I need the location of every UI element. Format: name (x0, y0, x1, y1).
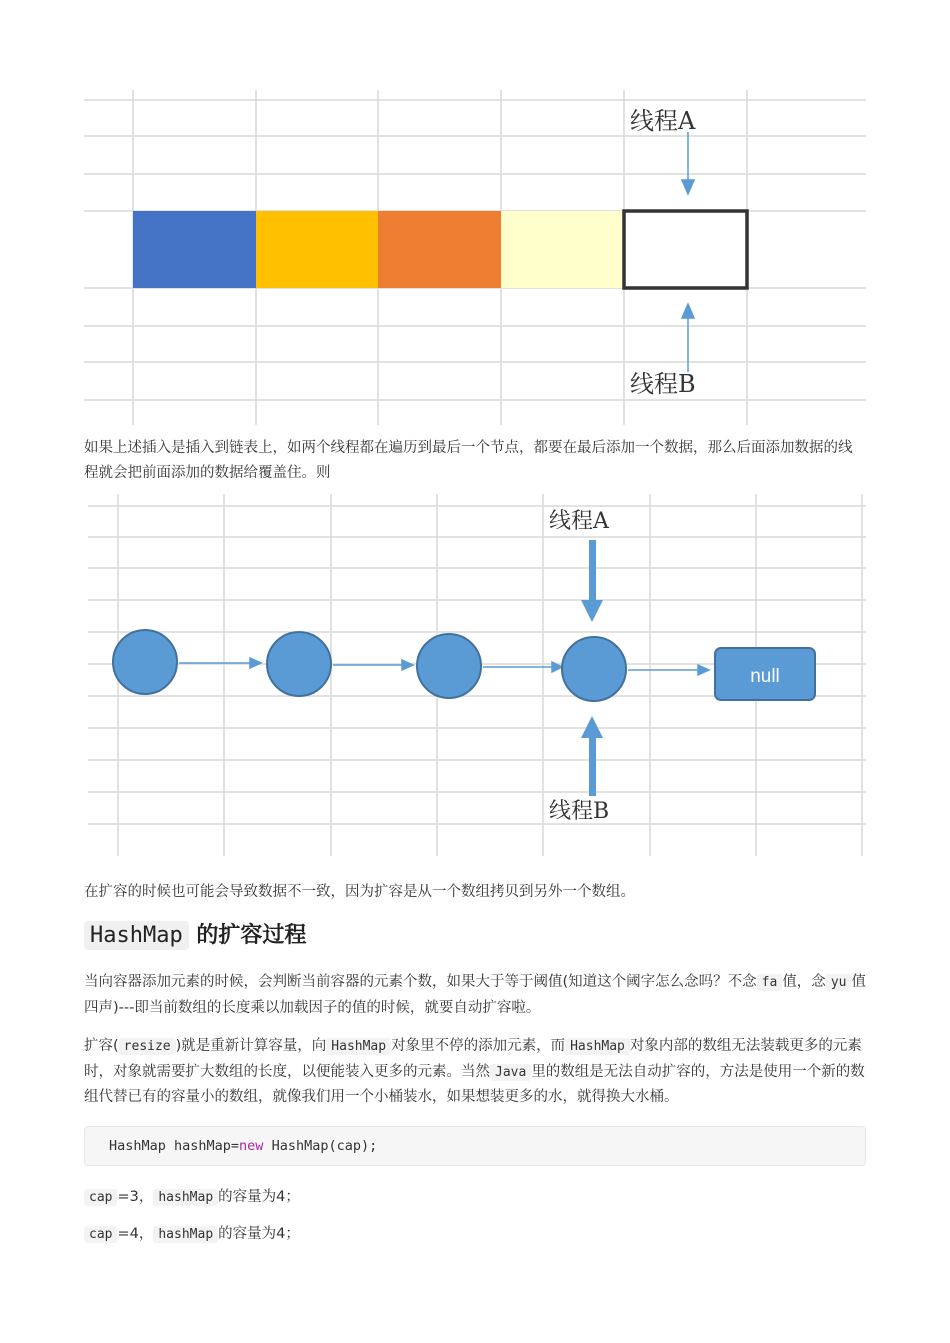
code-block (84, 1126, 866, 1166)
text-span: 扩容( (84, 1038, 119, 1054)
section-heading (84, 918, 306, 954)
list-node-3 (417, 634, 481, 698)
array-slot-3 (378, 211, 501, 288)
thread-b-label: 线程B (549, 799, 610, 824)
capacity-line-1 (84, 1185, 866, 1211)
inline-code: HashMap (326, 1038, 391, 1055)
null-label: null (750, 666, 780, 687)
text-span: )就是重新计算容量，向 (175, 1038, 327, 1054)
paragraph-resize-inconsistency: 在扩容的时候也可能会导致数据不一致，因为扩容是从一个数组拷贝到另外一个数组。 (84, 884, 635, 900)
thread-a-arrow (682, 132, 694, 194)
text-span: 对象里不停的添加元素，而 (391, 1038, 566, 1054)
paragraph-resize-explained (84, 1034, 866, 1110)
inline-code: resize (119, 1038, 176, 1055)
thread-b-label: 线程B (630, 370, 696, 398)
text-span: 对象内部的数组无法装载更多的元素时，对象就需要扩大数组的长度，以便能装入更多的元素。当然 (84, 1038, 862, 1080)
text-span: 里的数组是无法自动扩容的，方法是使用一个新的数组代替已有的容量小的数组，就像我们用一个小桶装水，如果想装更多的水，就得换大水桶。 (84, 1063, 865, 1105)
text-span: 的容量为4； (218, 1226, 300, 1242)
inline-code: hashMap (153, 1189, 218, 1206)
inline-code: hashMap (153, 1226, 218, 1243)
text-span: =3， (117, 1189, 154, 1205)
paragraph-threshold (84, 970, 866, 1020)
code-before: HashMap hashMap= (109, 1138, 240, 1154)
list-node-2 (267, 632, 331, 696)
linked-list-figure (84, 494, 866, 856)
inline-code: Java (490, 1064, 531, 1081)
array-slot-2 (256, 211, 378, 288)
paragraph-linked-list-overwrite: 如果上述插入是插入到链表上，如两个线程都在遍历到最后一个节点，都要在最后添加一个数据，那么后面添加数据的线程就会把前面添加的数据给覆盖住。则 (84, 440, 853, 481)
capacity-line-2 (84, 1222, 866, 1248)
code-after: HashMap(cap); (263, 1138, 378, 1154)
array-insert-figure (84, 90, 866, 425)
array-slot-1 (133, 211, 256, 288)
thread-a-label: 线程A (549, 509, 609, 534)
inline-code: cap (84, 1226, 117, 1243)
list-node-1 (113, 630, 177, 694)
list-node-4 (562, 637, 626, 701)
text-span: 值，念 (782, 974, 826, 990)
heading-code: HashMap (84, 921, 189, 950)
inline-code: fa (757, 974, 783, 991)
text-span: 值四声)---即当前数组的长度乘以加载因子的值的时候，就要自动扩容啦。 (84, 974, 866, 1016)
text-span: =4， (117, 1226, 154, 1242)
inline-code: yu (826, 974, 852, 991)
text-span: 的容量为4； (218, 1189, 300, 1205)
text-span: 当向容器添加元素的时候，会判断当前容器的元素个数，如果大于等于阈值(知道这个阈字怎么念吗？不念 (84, 974, 757, 990)
array-slot-4 (501, 211, 624, 288)
inline-code: HashMap (565, 1038, 630, 1055)
code-keyword: new (239, 1138, 264, 1154)
heading-text: 的扩容过程 (196, 923, 307, 948)
thread-a-arrow (581, 540, 603, 622)
array-slot-empty (624, 211, 747, 288)
inline-code: cap (84, 1189, 117, 1206)
thread-a-label: 线程A (630, 107, 696, 135)
